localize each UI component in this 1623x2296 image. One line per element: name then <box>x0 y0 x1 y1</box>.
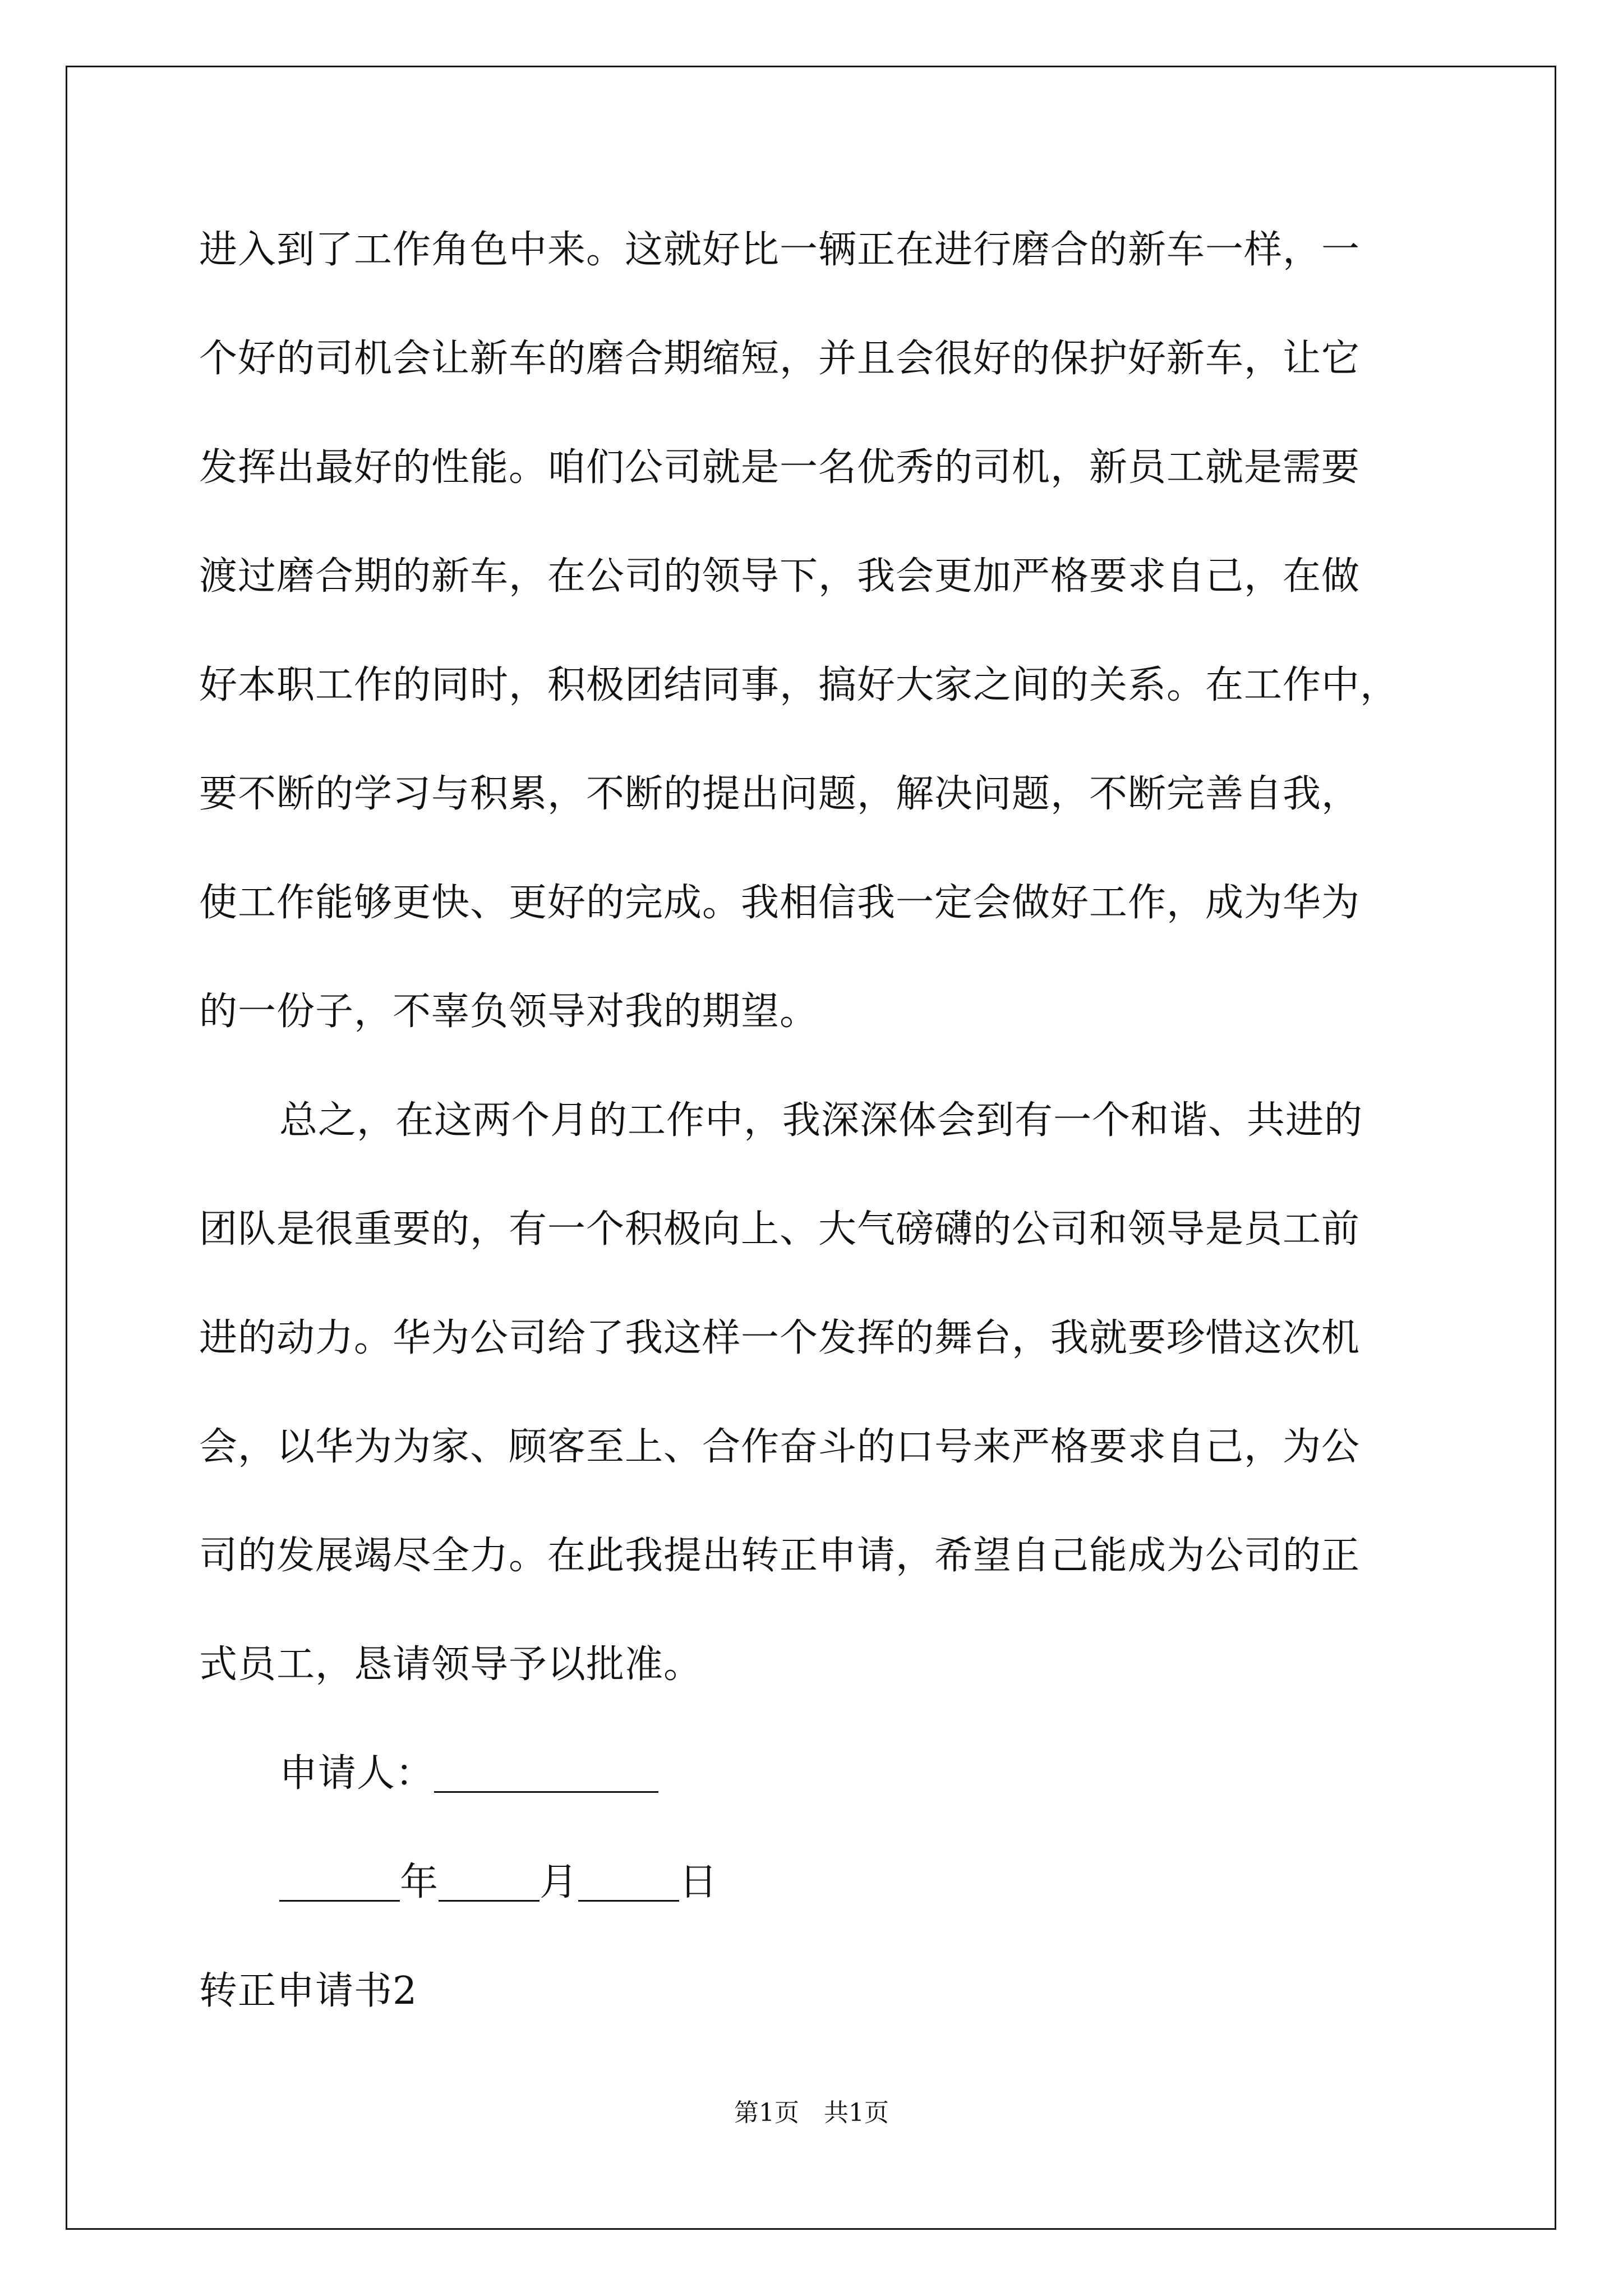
paragraph-line: 渡过磨合期的新车，在公司的领导下，我会更加严格要求自己，在做 <box>199 554 1361 599</box>
month-blank <box>439 1867 540 1902</box>
paragraph-line: 使工作能够更快、更好的完成。我相信我一定会做好工作，成为华为 <box>199 881 1361 925</box>
year-blank <box>279 1867 400 1902</box>
paragraph-line: 要不断的学习与积累，不断的提出问题，解决问题，不断完善自我， <box>199 772 1361 816</box>
paragraph-line: 进入到了工作角色中来。这就好比一辆正在进行磨合的新车一样，一 <box>199 228 1361 272</box>
paragraph-line: 总之，在这两个月的工作中，我深深体会到有一个和谐、共进的 <box>279 1098 1363 1143</box>
day-blank <box>578 1867 679 1902</box>
applicant-line <box>279 1751 658 1796</box>
applicant-label: 申请人： <box>279 1751 435 1796</box>
year-label: 年 <box>400 1860 439 1904</box>
day-label: 日 <box>679 1860 718 1904</box>
paragraph-line: 会，以华为为家、顾客至上、合作奋斗的口号来严格要求自己，为公 <box>199 1425 1361 1469</box>
applicant-name-blank <box>434 1759 658 1793</box>
paragraph-line: 进的动力。华为公司给了我这样一个发挥的舞台，我就要珍惜这次机 <box>199 1316 1361 1360</box>
paragraph-line: 团队是很重要的，有一个积极向上、大气磅礴的公司和领导是员工前 <box>199 1207 1361 1251</box>
paragraph-line: 的一份子，不辜负领导对我的期望。 <box>199 990 819 1034</box>
paragraph-line: 个好的司机会让新车的磨合期缩短，并且会很好的保护好新车，让它 <box>199 337 1361 381</box>
paragraph-line: 式员工，恳请领导予以批准。 <box>199 1642 703 1687</box>
section-title: 转正申请书2 <box>199 1969 418 2013</box>
paragraph-line: 好本职工作的同时，积极团结同事，搞好大家之间的关系。在工作中， <box>199 663 1399 707</box>
date-line <box>279 1860 718 1904</box>
paragraph-line: 发挥出最好的性能。咱们公司就是一名优秀的司机，新员工就是需要 <box>199 445 1361 490</box>
page-number: 第1页 共1页 <box>734 2099 889 2127</box>
month-label: 月 <box>540 1860 579 1904</box>
paragraph-line: 司的发展竭尽全力。在此我提出转正申请，希望自己能成为公司的正 <box>199 1534 1361 1578</box>
page-border <box>66 66 1556 2230</box>
